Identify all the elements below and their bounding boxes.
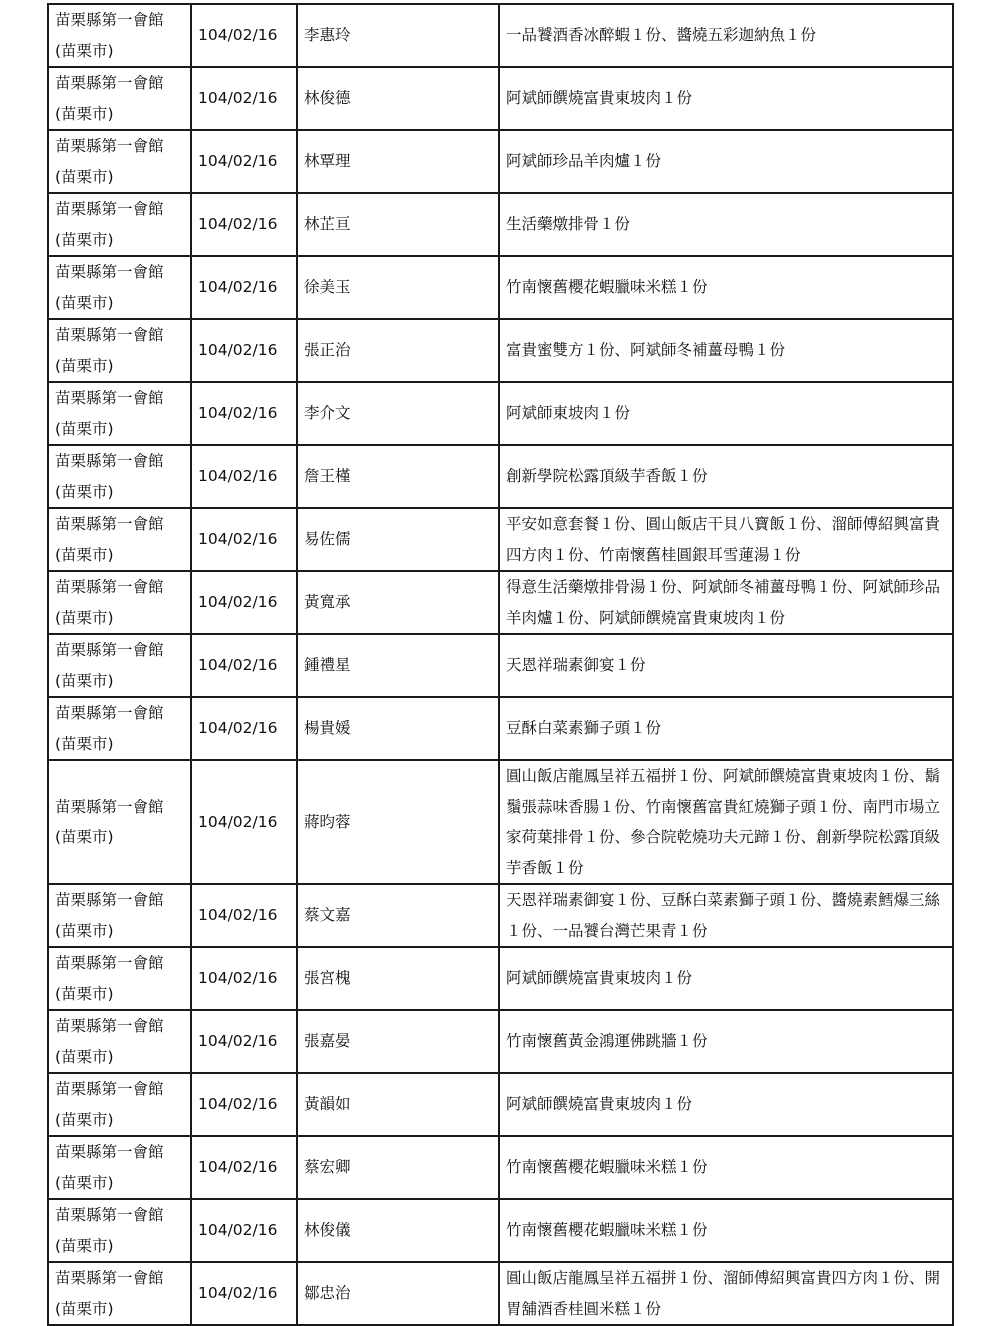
name-cell: 林芷亘: [297, 193, 499, 256]
date-cell: 104/02/16: [191, 1010, 297, 1073]
table-row: [48, 130, 953, 193]
date-cell: 104/02/16: [191, 1199, 297, 1262]
table-row: [48, 67, 953, 130]
date-cell: 104/02/16: [191, 4, 297, 67]
date-cell: 104/02/16: [191, 634, 297, 697]
date-cell: 104/02/16: [191, 760, 297, 884]
date-cell: 104/02/16: [191, 1136, 297, 1199]
venue-cell: 苗栗縣第一會館(苗栗市): [48, 1073, 191, 1136]
items-cell: 阿斌師珍品羊肉爐１份: [499, 130, 953, 193]
table-row: [48, 1262, 953, 1325]
order-table-body: [48, 4, 953, 1325]
table-row: [48, 947, 953, 1010]
venue-cell: 苗栗縣第一會館(苗栗市): [48, 1262, 191, 1325]
items-cell: 天恩祥瑞素御宴１份、豆酥白菜素獅子頭１份、醬燒素鱈爆三絲１份、一品饕台灣芒果青１份: [499, 884, 953, 947]
venue-cell: 苗栗縣第一會館(苗栗市): [48, 382, 191, 445]
table-row: [48, 508, 953, 571]
name-cell: 李惠玲: [297, 4, 499, 67]
date-cell: 104/02/16: [191, 319, 297, 382]
table-row: [48, 256, 953, 319]
venue-cell: 苗栗縣第一會館(苗栗市): [48, 760, 191, 884]
table-row: [48, 884, 953, 947]
venue-cell: 苗栗縣第一會館(苗栗市): [48, 697, 191, 760]
venue-cell: 苗栗縣第一會館(苗栗市): [48, 884, 191, 947]
name-cell: 易佐儒: [297, 508, 499, 571]
venue-cell: 苗栗縣第一會館(苗栗市): [48, 193, 191, 256]
name-cell: 林俊德: [297, 67, 499, 130]
venue-cell: 苗栗縣第一會館(苗栗市): [48, 445, 191, 508]
date-cell: 104/02/16: [191, 445, 297, 508]
items-cell: 生活藥燉排骨１份: [499, 193, 953, 256]
items-cell: 豆酥白菜素獅子頭１份: [499, 697, 953, 760]
table-row: [48, 697, 953, 760]
date-cell: 104/02/16: [191, 571, 297, 634]
venue-cell: 苗栗縣第一會館(苗栗市): [48, 256, 191, 319]
table-row: [48, 571, 953, 634]
items-cell: 竹南懷舊櫻花蝦臘味米糕１份: [499, 1199, 953, 1262]
items-cell: 阿斌師饌燒富貴東坡肉１份: [499, 947, 953, 1010]
date-cell: 104/02/16: [191, 884, 297, 947]
date-cell: 104/02/16: [191, 1073, 297, 1136]
venue-cell: 苗栗縣第一會館(苗栗市): [48, 67, 191, 130]
table-row: [48, 1010, 953, 1073]
items-cell: 平安如意套餐１份、圓山飯店干貝八寶飯１份、溜師傅紹興富貴四方肉１份、竹南懷舊桂圓銀耳雪蓮湯１份: [499, 508, 953, 571]
table-row: [48, 193, 953, 256]
items-cell: 圓山飯店龍鳳呈祥五福拼１份、溜師傅紹興富貴四方肉１份、開胃舖酒香桂圓米糕１份: [499, 1262, 953, 1325]
table-row: [48, 1199, 953, 1262]
name-cell: 徐美玉: [297, 256, 499, 319]
name-cell: 張正治: [297, 319, 499, 382]
date-cell: 104/02/16: [191, 256, 297, 319]
name-cell: 楊貴媛: [297, 697, 499, 760]
date-cell: 104/02/16: [191, 130, 297, 193]
venue-cell: 苗栗縣第一會館(苗栗市): [48, 1199, 191, 1262]
name-cell: 黃韻如: [297, 1073, 499, 1136]
venue-cell: 苗栗縣第一會館(苗栗市): [48, 571, 191, 634]
date-cell: 104/02/16: [191, 382, 297, 445]
venue-cell: 苗栗縣第一會館(苗栗市): [48, 634, 191, 697]
venue-cell: 苗栗縣第一會館(苗栗市): [48, 4, 191, 67]
date-cell: 104/02/16: [191, 193, 297, 256]
name-cell: 張宮槐: [297, 947, 499, 1010]
name-cell: 蔡文嘉: [297, 884, 499, 947]
date-cell: 104/02/16: [191, 947, 297, 1010]
name-cell: 蔣昀蓉: [297, 760, 499, 884]
name-cell: 林俊儀: [297, 1199, 499, 1262]
items-cell: 阿斌師饌燒富貴東坡肉１份: [499, 67, 953, 130]
items-cell: 竹南懷舊櫻花蝦臘味米糕１份: [499, 1136, 953, 1199]
table-row: [48, 1073, 953, 1136]
name-cell: 蔡宏卿: [297, 1136, 499, 1199]
items-cell: 阿斌師東坡肉１份: [499, 382, 953, 445]
items-cell: 富貴蜜雙方１份、阿斌師冬補薑母鴨１份: [499, 319, 953, 382]
venue-cell: 苗栗縣第一會館(苗栗市): [48, 130, 191, 193]
table-row: [48, 319, 953, 382]
table-row: [48, 1136, 953, 1199]
name-cell: 詹王槿: [297, 445, 499, 508]
items-cell: 得意生活藥燉排骨湯１份、阿斌師冬補薑母鴨１份、阿斌師珍品羊肉爐１份、阿斌師饌燒富貴東坡肉１份: [499, 571, 953, 634]
venue-cell: 苗栗縣第一會館(苗栗市): [48, 508, 191, 571]
venue-cell: 苗栗縣第一會館(苗栗市): [48, 319, 191, 382]
items-cell: 一品饕酒香冰醉蝦１份、醬燒五彩迦納魚１份: [499, 4, 953, 67]
table-row: [48, 760, 953, 884]
table-row: [48, 634, 953, 697]
table-row: [48, 382, 953, 445]
date-cell: 104/02/16: [191, 697, 297, 760]
table-row: [48, 445, 953, 508]
venue-cell: 苗栗縣第一會館(苗栗市): [48, 1136, 191, 1199]
name-cell: 張嘉晏: [297, 1010, 499, 1073]
items-cell: 圓山飯店龍鳳呈祥五福拼１份、阿斌師饌燒富貴東坡肉１份、鬍鬚張蒜味香腸１份、竹南懷舊富貴紅燒獅子頭１份、南門市場立家荷葉排骨１份、參合院乾燒功夫元蹄１份、創新學院松露頂級芋香飯１份: [499, 760, 953, 884]
order-table: [47, 3, 954, 1326]
name-cell: 鍾禮星: [297, 634, 499, 697]
table-row: [48, 4, 953, 67]
items-cell: 竹南懷舊黃金鴻運佛跳牆１份: [499, 1010, 953, 1073]
items-cell: 竹南懷舊櫻花蝦臘味米糕１份: [499, 256, 953, 319]
venue-cell: 苗栗縣第一會館(苗栗市): [48, 1010, 191, 1073]
date-cell: 104/02/16: [191, 1262, 297, 1325]
venue-cell: 苗栗縣第一會館(苗栗市): [48, 947, 191, 1010]
order-list-sheet: [47, 3, 952, 1326]
date-cell: 104/02/16: [191, 67, 297, 130]
name-cell: 黃寬承: [297, 571, 499, 634]
name-cell: 林覃理: [297, 130, 499, 193]
items-cell: 阿斌師饌燒富貴東坡肉１份: [499, 1073, 953, 1136]
date-cell: 104/02/16: [191, 508, 297, 571]
items-cell: 天恩祥瑞素御宴１份: [499, 634, 953, 697]
name-cell: 鄒忠治: [297, 1262, 499, 1325]
items-cell: 創新學院松露頂級芋香飯１份: [499, 445, 953, 508]
name-cell: 李介文: [297, 382, 499, 445]
